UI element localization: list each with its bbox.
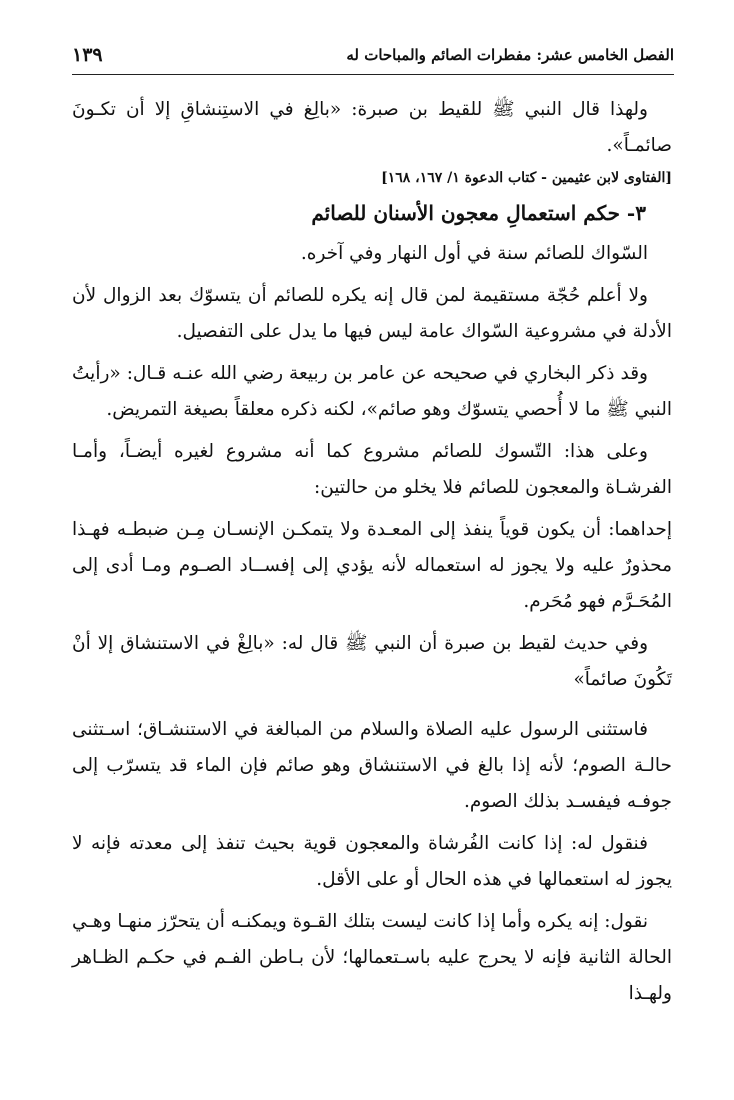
- running-header: [72, 42, 674, 75]
- paragraph: وعلى هذا: التّسوك للصائم مشروع كما أنه مشروع لغيره أيضـاً، وأمـا الفرشـاة والمعجون للصائم فلا يخلو من حالتين:: [72, 441, 672, 498]
- paragraph: وفي حديث لقيط بن صبرة أن النبي ﷺ قال له: «بالِغْ في الاستنشاق إلا أنْ تَكُونَ صائماً»: [72, 633, 672, 690]
- paragraph: فاستثنى الرسول عليه الصلاة والسلام من المبالغة في الاستنشـاق؛ اسـتثنى حالـة الصوم؛ لأنه إذا بالغ في الاستنشاق وهو صائم فإن الماء قد يتسرّب إلى جوفـه فيفسـد بذلك الصوم.: [72, 719, 672, 812]
- section-heading: ٣- حكم استعمالِ معجون الأسنان للصائم: [311, 201, 646, 225]
- paragraph: ولا أعلم حُجّة مستقيمة لمن قال إنه يكره للصائم أن يتسوّك بعد الزوال لأن الأدلة في مشروعية السّواك عامة ليس فيها ما يدل على التفصيل.: [72, 285, 672, 342]
- paragraph: السّواك للصائم سنة في أول النهار وفي آخره.: [300, 243, 648, 264]
- chapter-title: الفصل الخامس عشر: مفطرات الصائم والمباحات له: [346, 46, 674, 64]
- paragraph: وقد ذكر البخاري في صحيحه عن عامر بن ربيعة رضي الله عنـه قـال: «رأيتُ النبي ﷺ ما لا أُحصي يتسوّك وهو صائم»، لكنه ذكره معلقاً بصيغة التمريض.: [72, 363, 672, 420]
- page-body: [72, 92, 672, 1012]
- source-citation: [الفتاوى لابن عثيمين - كتاب الدعوة ١/ ١٦٧، ١٦٨]: [381, 170, 672, 186]
- page-number: ١٣٩: [72, 44, 103, 66]
- paragraph: نقول: إنه يكره وأما إذا كانت ليست بتلك القـوة ويمكنـه أن يتحرّز منهـا وهـي الحالة الثانية فإنه لا يحرج عليه باسـتعمالها؛ لأن بـاطن الفـم في حكـم الظـاهر ولهـذا: [72, 911, 672, 1004]
- paragraph: فنقول له: إذا كانت الفُرشاة والمعجون قوية بحيث تنفذ إلى معدته فإنه لا يجوز له استعمالها في هذه الحال أو على الأقل.: [72, 833, 672, 890]
- paragraph: إحداهما: أن يكون قوياً ينفذ إلى المعـدة ولا يتمكـن الإنسـان مِـن ضبطـه فهـذا محذورٌ عليه ولا يجوز له استعماله لأنه يؤدي إلى إفســاد الصـوم ومـا أدى إلى المُحَـرَّم فهو مُحَرم.: [72, 519, 672, 612]
- paragraph: ولهذا قال النبي ﷺ للقيط بن صبرة: «بالِغ في الاستِنشاقِ إلا أن تكـونَ صائمـاً».: [72, 99, 672, 156]
